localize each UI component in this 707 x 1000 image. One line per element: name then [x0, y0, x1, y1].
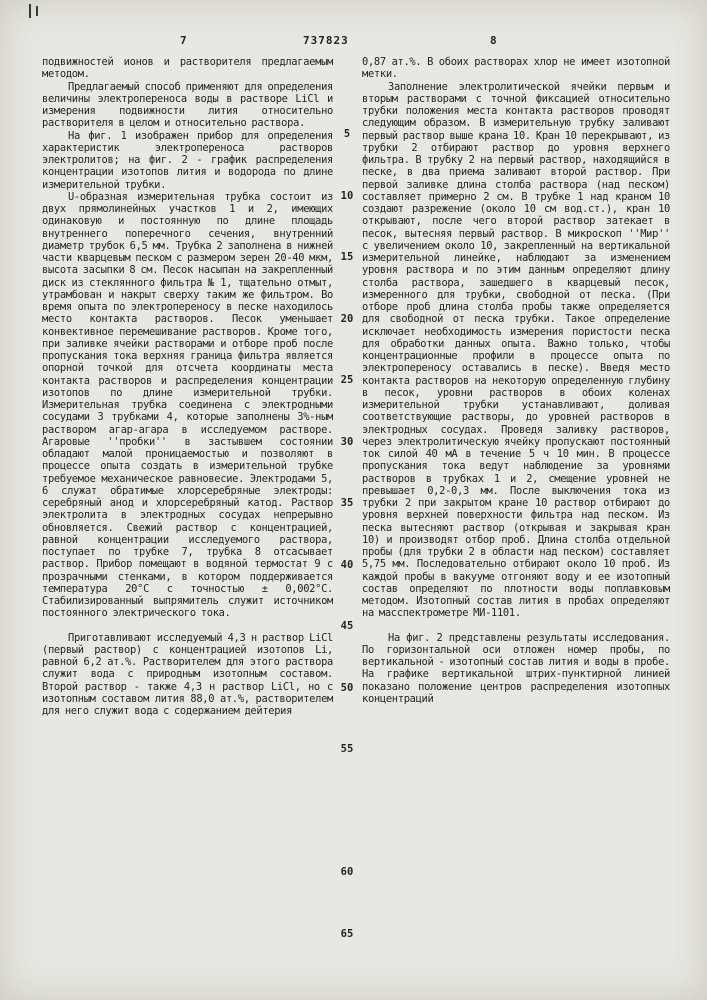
- paragraph: Приготавливают исследуемый 4,3 н раствор LiCl (первый раствор) с концентрацией изотопов Li, равной 6,2 ат.%. Растворителем для этого раствора служит вода с природным изотопным составом. Второй раствор - также 4,3 н раствор LiCl, но с изотопным составом лития 88,0 ат.%, растворителем для него служит вода с содержанием дейтерия: [42, 631, 333, 717]
- line-number: 50: [340, 682, 354, 694]
- line-number-gutter: [334, 56, 360, 956]
- line-number: 20: [340, 313, 354, 325]
- paragraph: На фиг. 2 представлены результаты исследования. По горизонтальной оси отложен номер пробы, по вертикальной - изотопный состав лития и воды в пробе. На графике вертикальной штрих-пунктирной линией показано положение центров распределения изотопных концентраций: [362, 631, 670, 705]
- page-number-right: 8: [490, 34, 497, 47]
- line-number: 40: [340, 559, 354, 571]
- line-number: 45: [340, 620, 354, 632]
- line-number: 30: [340, 436, 354, 448]
- paragraph: U-образная измерительная трубка состоит из двух прямолинейных участков 1 и 2, имеющих одинаковую и постоянную по длине площадь внутреннего поперечного сечения, внутренний диаметр трубок 6,5 мм. Трубка 2 заполнена в нижней части кварцевым песком с размером зерен 20-40 мкм, высота засыпки 8 см. Песок насыпан на закрепленный диск из стеклянного фильтра № 1, тщательно отмыт, утрамбован и накрыт сверху таким же фильтром. Во время опыта по электропереносу в песке находилось место контакта растворов. Песок уменьшает конвективное перемешивание растворов. Кроме того, при заливке ячейки растворами и отборе проб после пропускания тока верхняя граница фильтра является опорной точкой для отсчета координаты места контакта растворов и распределения концентрации изотопов по длине измерительной трубки. Измерительная трубка соединена с электродными сосудами 3 трубками 4, которые заполнены 3%-ным раствором агар-агара в исследуемом растворе. Агаровые ''пробки'' в застывшем состоянии обладают малой проницаемостью и позволяют в процессе опыта создать в измерительной трубке требуемое механическое равновесие. Электродами 5, 6 служат обратимые хлорсеребряные электроды: серебряный анод и хлорсеребряный катод. Раствор электролита в электродных сосудах непрерывно обновляется. Свежий раствор с концентрацией, равной концентрации исследуемого раствора, поступает по трубке 7, трубка 8 отсасывает раствор. Прибор помещают в водяной термостат 9 с прозрачными стенками, в котором поддерживается температура 20°С с точностью ± 0,002°С. Стабилизированный выпрямитель служит источником постоянного электрического тока.: [42, 190, 333, 620]
- line-number: 25: [340, 374, 354, 386]
- scan-artifact: [36, 6, 38, 16]
- paragraph: Предлагаемый способ применяют для определения величины электропереноса воды в растворе LiCl и измерения подвижности лития относительно растворителя в целом и относительно раствора.: [42, 80, 333, 130]
- line-number: 10: [340, 190, 354, 202]
- paragraph: подвижностей ионов и растворителя предлагаемым методом.: [42, 56, 333, 81]
- page-number-left: 7: [180, 34, 187, 47]
- patent-number: 737823: [303, 34, 349, 47]
- line-number: 5: [343, 128, 351, 140]
- scan-artifact: [29, 4, 31, 18]
- paragraph: На фиг. 1 изображен прибор для определения характеристик электропереноса растворов электролитов; на фиг. 2 - график распределения концентрации изотопов лития и водорода по длине измерительной трубки.: [42, 129, 333, 191]
- right-column: [362, 56, 670, 705]
- paragraph: 0,87 ат.%. В обоих растворах хлор не имеет изотопной метки.: [362, 56, 670, 81]
- line-number: 55: [340, 743, 354, 755]
- page-header: [0, 34, 707, 50]
- line-number: 65: [340, 928, 354, 940]
- line-number: 15: [340, 251, 354, 263]
- paragraph: Заполнение электролитической ячейки первым и вторым растворами с точной фиксацией относительно трубки положения места контакта растворов проводят следующим образом. В измерительную трубку заливают первый раствор выше крана 10. Кран 10 перекрывают, из трубки 2 отбирают раствор до уровня верхнего фильтра. В трубку 2 на первый раствор, находящийся в песке, в два приема заливают второй раствор. При первой заливке длина столба раствора (над песком) составляет примерно 2 см. В трубке 1 над краном 10 создают разрежение (около 10 см вод.ст.), кран 10 открывают, после чего второй раствор затекает в песок, вытесняя первый раствор. В микроскоп ''Мир'' с увеличением около 10, закрепленный на вертикальной измерительной линейке, наблюдают за изменением уровня раствора и по этим данным определяют длину столба раствора, зашедшего в кварцевый песок, измеренного для трубки, свободной от песка. (При отборе проб длина столба пробы также определяется для свободной от песка трубки. Такое определение исключает необходимость измерения пористости песка для обработки данных опыта. Важно только, чтобы концентрационные профили в процессе опыта по электропереносу оставались в песке). Введя место контакта растворов на некоторую определенную глубину в песок, уровни растворов в обоих коленах измерительной трубки устанавливают, доливая соответствующие растворы, до уровней растворов в электродных сосудах. Проведя заливку растворов, через электролитическую ячейку пропускают постоянный ток силой 40 мА в течение 5 ч 10 мин. В процессе пропускания тока ведут наблюдение за уровнями растворов в трубках 1 и 2, смещение уровней не превышает 0,2-0,3 мм. После выключения тока из трубки 2 при закрытом кране 10 раствор отбирают до уровня верхней поверхности фильтра над песком. Из песка вытесняют раствор (открывая и закрывая кран 10) и производят отбор проб. Длина столба отдельной пробы (для трубки 2 в области над песком) составляет 5,75 мм. Последовательно отбирают около 10 проб. Из каждой пробы в вакууме отгоняют воду и ее изотопный состав определяют по плотности воды поплавковым методом. Изотопный состав лития в пробах определяют на масспектрометре МИ-1101.: [362, 80, 670, 620]
- left-column: [42, 56, 333, 717]
- line-number: 35: [340, 497, 354, 509]
- line-number: 60: [340, 866, 354, 878]
